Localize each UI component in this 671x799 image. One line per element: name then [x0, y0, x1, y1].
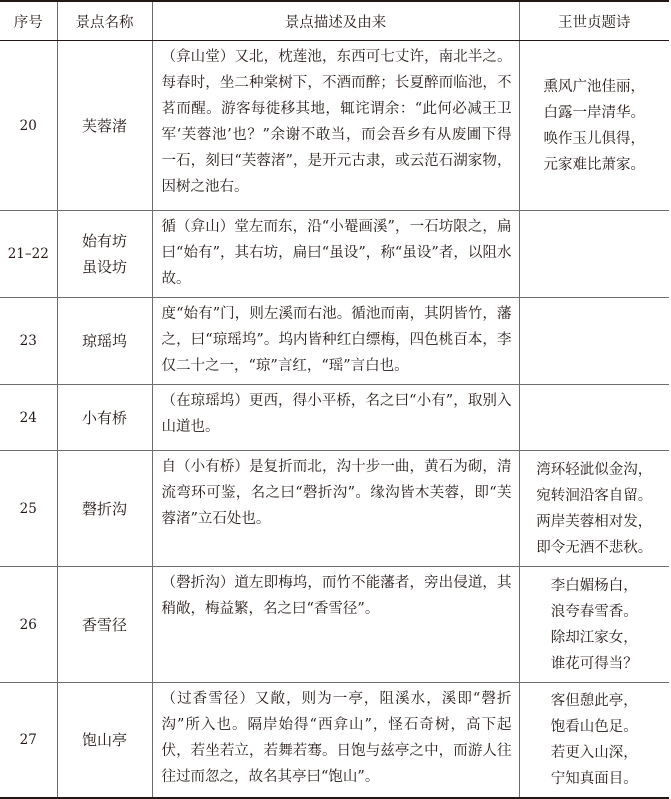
- row-number: 26: [0, 567, 57, 683]
- spot-name: [57, 385, 152, 451]
- spot-name: [57, 683, 152, 798]
- poem-line: 谁花可得当？: [550, 655, 638, 672]
- spot-poem: [519, 385, 669, 451]
- spot-name: [57, 41, 152, 211]
- spot-poem: [519, 567, 669, 683]
- spot-name: [57, 298, 152, 385]
- table-row: [0, 451, 669, 567]
- poem-line: 熏风广池佳丽，: [543, 78, 645, 95]
- table-row: [0, 385, 669, 451]
- poem-line: 客但憩此亭，: [550, 692, 638, 709]
- spot-description: （过香雪径）又敞，则为一亭，阻溪水，溪即“磬折沟”所入也。隔岸始得“西弇山”，怪石奇树，高下起伏，若坐若立，若舞若骞。日饱与兹亭之中，而游人往往过而忽之，故名其亭曰“饱山”。: [152, 683, 519, 798]
- poem-line: 饱看山色足。: [550, 718, 638, 735]
- poem-line: 即令无酒不悲秋。: [536, 539, 653, 556]
- spot-name-line: 始有坊: [81, 232, 127, 250]
- poem-line: 白露一岸清华。: [543, 104, 645, 121]
- row-number: 20: [0, 41, 57, 211]
- table-header-row: [0, 1, 669, 41]
- row-number: 21–22: [0, 211, 57, 298]
- spot-poem: [519, 211, 669, 298]
- spot-name-line: 芙蓉渚: [81, 116, 127, 135]
- poem-line: 湾环轻泚似金沟，: [536, 461, 653, 478]
- spot-description: （弇山堂）又北，枕莲池，东西可七丈许，南北半之。每春时，坐二种棠树下，不酒而醉；长夏醉而临池，不茗而醒。游客每徙移其地，辄诧谓余：“此何必减王卫军‘芙蓉池’也？”余谢不敢当，而会吾乡有从废圃下得一石，刻曰“芙蓉渚”，是开元古隶，或云范石湖家物，因树之池右。: [152, 41, 519, 211]
- spot-poem: [519, 683, 669, 798]
- row-number: 27: [0, 683, 57, 798]
- header-desc: 景点描述及由来: [152, 1, 519, 41]
- row-number: 23: [0, 298, 57, 385]
- spot-description: （在琼瑶坞）更西，得小平桥，名之曰“小有”，取别入山道也。: [152, 385, 519, 451]
- spot-poem: [519, 41, 669, 211]
- poem-line: 李白媚杨白，: [550, 577, 638, 594]
- spot-name: [57, 451, 152, 567]
- poem-line: 唤作玉儿俱得，: [543, 130, 645, 147]
- table-row: [0, 298, 669, 385]
- poem-line: 两岸芙蓉相对发，: [536, 513, 653, 530]
- header-name: 景点名称: [57, 1, 152, 41]
- row-number: 25: [0, 451, 57, 567]
- poem-line: 宁知真面目。: [550, 770, 638, 787]
- table-row: [0, 683, 669, 798]
- poem-line: 若更入山深，: [550, 744, 638, 761]
- header-poem: 王世贞题诗: [519, 1, 669, 41]
- spot-name-line: 饱山亭: [81, 730, 127, 749]
- spot-description: 度“始有”门，则左溪而右池。循池而南，其阴皆竹，藩之，曰“琼瑶坞”。坞内皆种红白缥梅，四色桃百本，李仅二十之一，“琼”言红，“瑶”言白也。: [152, 298, 519, 385]
- poem-line: 宛转洄沿客自留。: [536, 487, 653, 504]
- poem-line: 浪夸春雪香。: [550, 603, 638, 620]
- spot-poem: [519, 298, 669, 385]
- spot-description: 循（弇山）堂左而东，沿“小罨画溪”，一石坊限之，扁曰“始有”，其右坊，扁曰“虽设”，称“虽设”者，以阻水故。: [152, 211, 519, 298]
- row-number: 24: [0, 385, 57, 451]
- table-body: [0, 41, 669, 798]
- header-num: 序号: [0, 1, 57, 41]
- spot-poem: [519, 451, 669, 567]
- spot-name: [57, 211, 152, 298]
- table-row: [0, 211, 669, 298]
- spot-name-line: 香雪径: [81, 615, 127, 634]
- spot-description: （磬折沟）道左即梅坞，而竹不能藩者，旁出侵道，其稍敞，梅益繁，名之曰“香雪径”。: [152, 567, 519, 683]
- table-row: [0, 567, 669, 683]
- poem-line: 元家难比萧家。: [543, 156, 645, 173]
- spot-name-line: 磬折沟: [81, 499, 127, 518]
- spot-name-line: 琼瑶坞: [81, 332, 127, 350]
- spot-name-line: 虽设坊: [81, 258, 127, 276]
- spot-name-line: 小有桥: [81, 408, 127, 427]
- spot-description: 自（小有桥）是复折而北，沟十步一曲，黄石为砌，清流弯环可鉴，名之曰“磬折沟”。缘沟皆木芙蓉，即“芙蓉渚”立石处也。: [152, 451, 519, 567]
- spot-name: [57, 567, 152, 683]
- table-row: [0, 41, 669, 211]
- poem-line: 除却江家女，: [550, 629, 638, 646]
